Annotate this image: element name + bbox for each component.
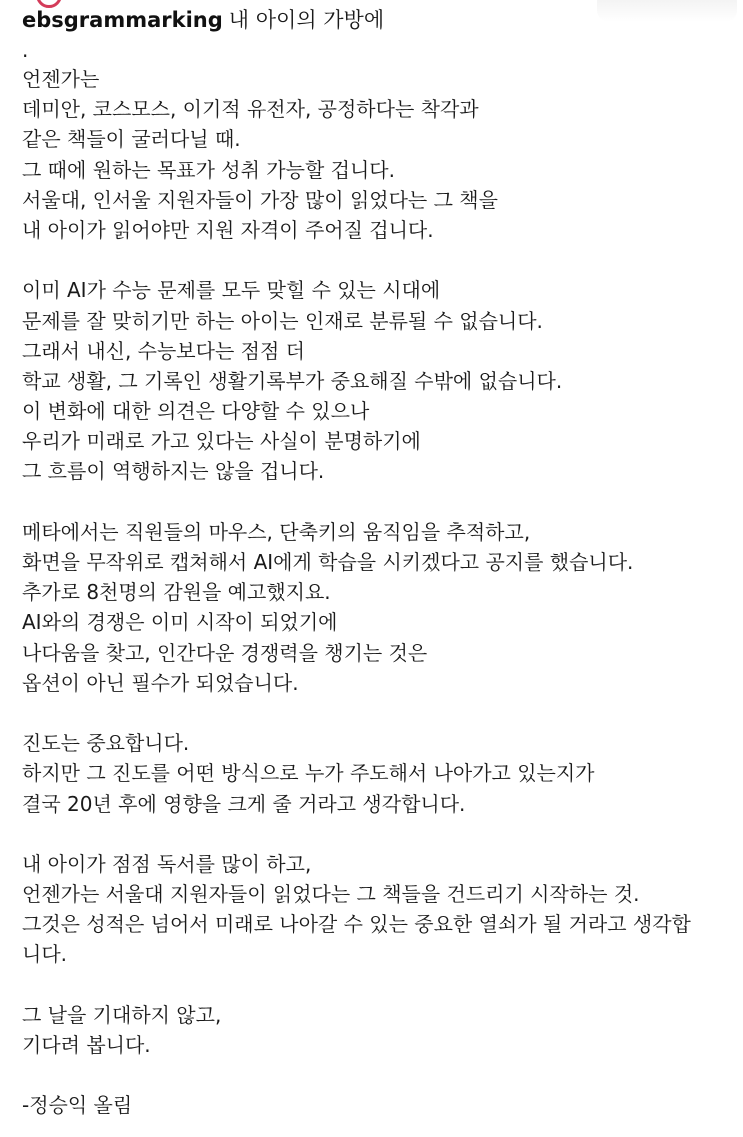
caption-line: 학교 생활, 그 기록인 생활기록부가 중요해질 수밖에 없습니다. [22, 368, 563, 393]
caption-line: 화면을 무작위로 캡쳐해서 AI에게 학습을 시키겠다고 공지를 했습니다. [22, 550, 634, 574]
caption-line: 결국 20년 후에 영향을 크게 줄 거라고 생각합니다. [22, 791, 466, 816]
paragraph-break [22, 970, 722, 1000]
paragraph-break [22, 245, 722, 275]
caption-line: 그 때에 원하는 목표가 성취 가능할 겁니다. [22, 157, 395, 182]
caption-line: 내 아이가 읽어야만 지원 자격이 주어질 겁니다. [22, 217, 434, 242]
caption-line: 옵션이 아닌 필수가 되었습니다. [22, 670, 299, 695]
paragraph-break [22, 698, 722, 728]
caption-body [22, 64, 722, 1121]
caption-line: 이 변화에 대한 의견은 다양할 수 있으나 [22, 399, 370, 424]
caption-line: 진도는 중요합니다. [22, 731, 190, 756]
caption-line: 언젠가는 서울대 지원자들이 읽었다는 그 책들을 건드리기 시작하는 것. [22, 882, 640, 907]
caption-line: 데미안, 코스모스, 이기적 유전자, 공정하다는 착각과 [22, 97, 479, 122]
caption-dot: . [22, 38, 29, 62]
paragraph-break [22, 487, 722, 517]
caption-line: 니다. [22, 942, 67, 967]
caption-line: 그것은 성적은 넘어서 미래로 나아갈 수 있는 중요한 열쇠가 될 거라고 생각합 [22, 912, 691, 937]
caption-header [22, 4, 722, 36]
caption-line: 나다움을 찾고, 인간다운 경쟁력을 챙기는 것은 [22, 640, 428, 665]
caption-line: 이미 AI가 수능 문제를 모두 맞힐 수 있는 시대에 [22, 278, 441, 303]
username-link[interactable]: ebsgrammarking [22, 8, 223, 32]
paragraph-break [22, 1060, 722, 1090]
post-caption [22, 4, 722, 1121]
caption-line: -정승익 올림 [22, 1093, 133, 1118]
caption-line: 그 흐름이 역행하지는 않을 겁니다. [22, 459, 325, 484]
caption-line: 언젠가는 [22, 67, 100, 91]
paragraph-break [22, 819, 722, 849]
caption-line: 서울대, 인서울 지원자들이 가장 많이 읽었다는 그 책을 [22, 187, 498, 212]
caption-line: 하지만 그 진도를 어떤 방식으로 누가 주도해서 나아가고 있는지가 [22, 761, 595, 786]
caption-line: 문제를 잘 맞히기만 하는 아이는 인재로 분류될 수 없습니다. [22, 308, 543, 333]
caption-line: 내 아이가 점점 독서를 많이 하고, [22, 851, 312, 876]
caption-line: 추가로 8천명의 감원을 예고했지요. [22, 580, 331, 605]
caption-line: 메타에서는 직원들의 마우스, 단축키의 움직임을 추적하고, [22, 519, 531, 544]
caption-line: 그래서 내신, 수능보다는 점점 더 [22, 338, 305, 363]
caption-line: AI와의 경쟁은 이미 시작이 되었기에 [22, 610, 338, 635]
caption-line: 기다려 봅니다. [22, 1033, 151, 1057]
caption-title: 내 아이의 가방에 [228, 8, 385, 32]
caption-line: 같은 책들이 굴러다닐 때. [22, 127, 241, 152]
caption-line: 그 날을 기대하지 않고, [22, 1002, 222, 1027]
caption-line: 우리가 미래로 가고 있다는 사실이 분명하기에 [22, 429, 421, 454]
